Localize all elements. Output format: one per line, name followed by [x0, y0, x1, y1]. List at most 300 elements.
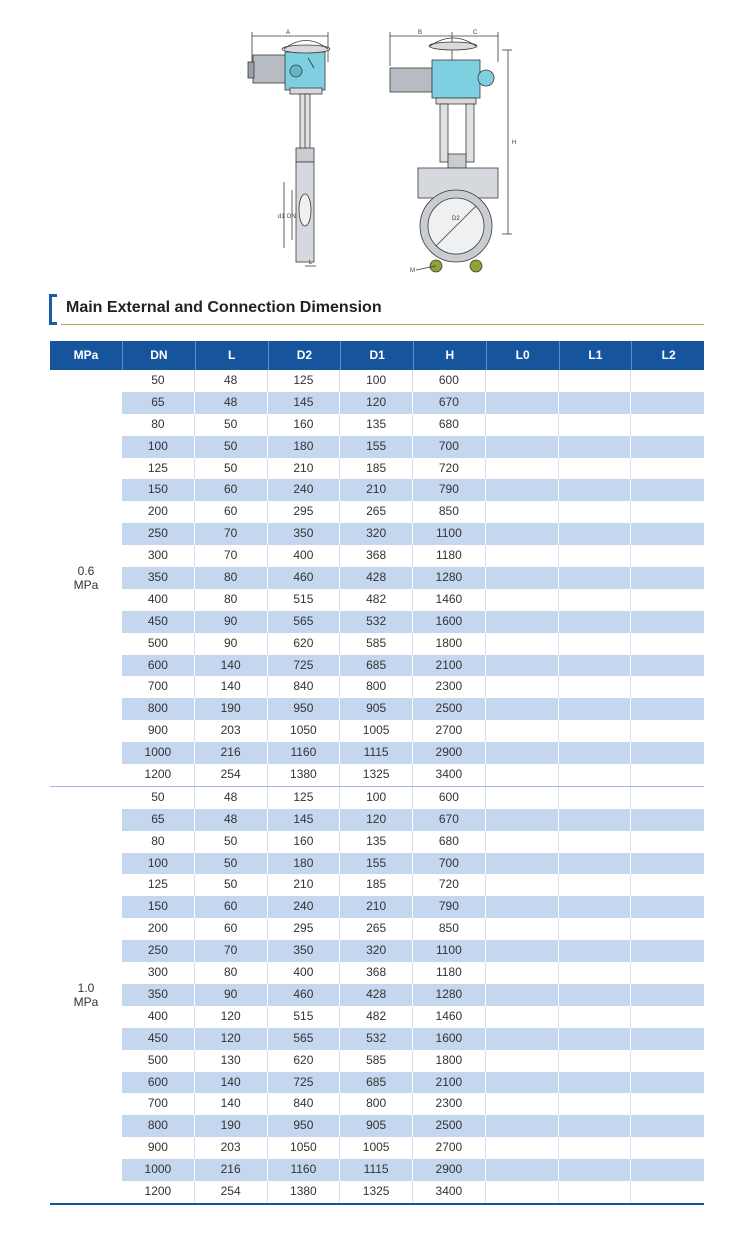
cell-d2: 400 [268, 962, 341, 984]
cell-dn: 400 [122, 589, 195, 611]
cell-dn: 1200 [122, 1181, 195, 1203]
cell-l0 [486, 742, 559, 764]
cell-l0 [486, 567, 559, 589]
cell-d2: 950 [268, 698, 341, 720]
cell-l2 [631, 1006, 704, 1028]
cell-h: 1100 [413, 523, 486, 545]
table-row [122, 853, 704, 875]
cell-d2: 160 [268, 831, 341, 853]
cell-dn: 400 [122, 1006, 195, 1028]
cell-dn: 1000 [122, 1159, 195, 1181]
cell-h: 2100 [413, 655, 486, 677]
cell-d1: 532 [340, 1028, 413, 1050]
table-row [122, 962, 704, 984]
cell-l2 [631, 940, 704, 962]
cell-l: 60 [195, 918, 268, 940]
valve-front-view [390, 32, 512, 272]
cell-l: 254 [195, 764, 268, 786]
cell-l2 [631, 676, 704, 698]
cell-l1 [559, 545, 632, 567]
pressure-cell [50, 787, 122, 1203]
cell-l0 [486, 545, 559, 567]
cell-l2 [631, 1028, 704, 1050]
table-row [122, 633, 704, 655]
table-row [122, 874, 704, 896]
header-l1: L1 [560, 341, 633, 370]
cell-l: 140 [195, 676, 268, 698]
cell-dn: 800 [122, 1115, 195, 1137]
cell-d1: 1115 [340, 1159, 413, 1181]
cell-l1 [559, 896, 632, 918]
cell-l1 [559, 1159, 632, 1181]
cell-d1: 428 [340, 567, 413, 589]
cell-l1 [559, 479, 632, 501]
cell-h: 790 [413, 896, 486, 918]
cell-l: 130 [195, 1050, 268, 1072]
cell-l1 [559, 787, 632, 809]
cell-h: 850 [413, 501, 486, 523]
cell-d2: 460 [268, 567, 341, 589]
cell-d2: 210 [268, 458, 341, 480]
pressure-group [50, 370, 704, 786]
cell-l0 [486, 1006, 559, 1028]
cell-l2 [631, 831, 704, 853]
cell-l: 70 [195, 523, 268, 545]
cell-l1 [559, 1050, 632, 1072]
header-dn: DN [123, 341, 196, 370]
cell-l: 216 [195, 1159, 268, 1181]
table-row [122, 436, 704, 458]
cell-l0 [486, 1137, 559, 1159]
cell-d1: 1005 [340, 720, 413, 742]
cell-h: 670 [413, 809, 486, 831]
cell-d2: 180 [268, 853, 341, 875]
cell-l: 190 [195, 698, 268, 720]
cell-d1: 532 [340, 611, 413, 633]
cell-l2 [631, 414, 704, 436]
header-d2: D2 [269, 341, 342, 370]
cell-l: 50 [195, 436, 268, 458]
cell-l: 140 [195, 1072, 268, 1094]
cell-l: 50 [195, 874, 268, 896]
cell-l2 [631, 501, 704, 523]
header-mpa: MPa [50, 341, 123, 370]
cell-l: 60 [195, 479, 268, 501]
cell-dn: 300 [122, 962, 195, 984]
cell-l2 [631, 458, 704, 480]
cell-l1 [559, 853, 632, 875]
cell-l0 [486, 720, 559, 742]
cell-dn: 250 [122, 940, 195, 962]
valve-technical-drawing [240, 22, 530, 280]
table-row [122, 1115, 704, 1137]
label-c: C [473, 30, 478, 36]
cell-l1 [559, 698, 632, 720]
cell-l0 [486, 874, 559, 896]
table-row [122, 698, 704, 720]
cell-d2: 840 [268, 676, 341, 698]
cell-d2: 1160 [268, 742, 341, 764]
cell-l0 [486, 918, 559, 940]
valve-side-view [248, 32, 330, 266]
cell-l1 [559, 501, 632, 523]
cell-l1 [559, 523, 632, 545]
cell-l0 [486, 523, 559, 545]
cell-dn: 50 [122, 787, 195, 809]
cell-d2: 400 [268, 545, 341, 567]
cell-dn: 300 [122, 545, 195, 567]
cell-l2 [631, 392, 704, 414]
cell-h: 2500 [413, 698, 486, 720]
cell-d2: 295 [268, 918, 341, 940]
cell-l2 [631, 918, 704, 940]
pressure-group [50, 787, 704, 1203]
cell-d1: 185 [340, 458, 413, 480]
cell-h: 1460 [413, 1006, 486, 1028]
cell-dn: 500 [122, 1050, 195, 1072]
cell-h: 2500 [413, 1115, 486, 1137]
cell-h: 2700 [413, 1137, 486, 1159]
cell-l1 [559, 436, 632, 458]
cell-d2: 145 [268, 809, 341, 831]
cell-d2: 620 [268, 633, 341, 655]
cell-l2 [631, 1115, 704, 1137]
cell-l1 [559, 392, 632, 414]
cell-l1 [559, 1137, 632, 1159]
cell-l: 70 [195, 940, 268, 962]
table-row [122, 1006, 704, 1028]
cell-d1: 368 [340, 962, 413, 984]
pressure-unit: MPa [73, 994, 99, 1009]
cell-h: 1600 [413, 611, 486, 633]
cell-h: 1600 [413, 1028, 486, 1050]
header-d1: D1 [341, 341, 414, 370]
cell-l2 [631, 1159, 704, 1181]
cell-l2 [631, 633, 704, 655]
cell-d2: 240 [268, 896, 341, 918]
cell-d1: 1325 [340, 1181, 413, 1203]
table-row [122, 414, 704, 436]
cell-h: 680 [413, 414, 486, 436]
cell-l1 [559, 742, 632, 764]
table-body [50, 370, 704, 1203]
cell-l1 [559, 633, 632, 655]
cell-h: 720 [413, 458, 486, 480]
cell-l2 [631, 787, 704, 809]
cell-l2 [631, 874, 704, 896]
cell-l2 [631, 962, 704, 984]
cell-l: 140 [195, 655, 268, 677]
cell-d2: 125 [268, 370, 341, 392]
cell-l0 [486, 501, 559, 523]
heading-bracket [49, 294, 57, 325]
cell-dn: 450 [122, 1028, 195, 1050]
cell-l: 190 [195, 1115, 268, 1137]
cell-h: 2900 [413, 742, 486, 764]
cell-l1 [559, 1006, 632, 1028]
cell-l0 [486, 1093, 559, 1115]
cell-d2: 515 [268, 589, 341, 611]
cell-h: 1800 [413, 1050, 486, 1072]
cell-l: 48 [195, 392, 268, 414]
table-row [122, 655, 704, 677]
cell-dn: 450 [122, 611, 195, 633]
cell-h: 790 [413, 479, 486, 501]
label-dn: DN [287, 214, 296, 220]
cell-h: 1800 [413, 633, 486, 655]
cell-d1: 120 [340, 809, 413, 831]
cell-l2 [631, 1093, 704, 1115]
cell-l: 216 [195, 742, 268, 764]
table-row [122, 809, 704, 831]
cell-dn: 200 [122, 501, 195, 523]
cell-dn: 600 [122, 655, 195, 677]
cell-dn: 125 [122, 458, 195, 480]
cell-dn: 500 [122, 633, 195, 655]
cell-d1: 185 [340, 874, 413, 896]
cell-l: 90 [195, 984, 268, 1006]
cell-l0 [486, 698, 559, 720]
table-row [122, 1050, 704, 1072]
cell-l1 [559, 831, 632, 853]
table-row [122, 1093, 704, 1115]
cell-d1: 1325 [340, 764, 413, 786]
cell-l2 [631, 370, 704, 392]
cell-d1: 135 [340, 831, 413, 853]
cell-l0 [486, 589, 559, 611]
cell-l: 203 [195, 1137, 268, 1159]
cell-d2: 145 [268, 392, 341, 414]
cell-h: 700 [413, 853, 486, 875]
cell-l1 [559, 655, 632, 677]
cell-d2: 240 [268, 479, 341, 501]
cell-h: 2700 [413, 720, 486, 742]
cell-l0 [486, 896, 559, 918]
label-d1: d1 [278, 214, 285, 220]
cell-h: 1460 [413, 589, 486, 611]
cell-l: 90 [195, 633, 268, 655]
cell-d2: 725 [268, 655, 341, 677]
cell-d2: 1380 [268, 764, 341, 786]
table-row [122, 1181, 704, 1203]
cell-l0 [486, 809, 559, 831]
cell-l2 [631, 589, 704, 611]
table-row [122, 896, 704, 918]
cell-l1 [559, 589, 632, 611]
cell-l2 [631, 1181, 704, 1203]
table-row [122, 764, 704, 786]
cell-dn: 900 [122, 1137, 195, 1159]
cell-d1: 368 [340, 545, 413, 567]
cell-d2: 1160 [268, 1159, 341, 1181]
cell-l2 [631, 698, 704, 720]
cell-l0 [486, 370, 559, 392]
cell-l1 [559, 940, 632, 962]
cell-d1: 1115 [340, 742, 413, 764]
cell-l: 90 [195, 611, 268, 633]
cell-d1: 1005 [340, 1137, 413, 1159]
section-title: Main External and Connection Dimension [66, 299, 382, 316]
label-b: B [418, 30, 423, 36]
table-row [122, 676, 704, 698]
cell-dn: 80 [122, 831, 195, 853]
cell-l2 [631, 742, 704, 764]
cell-d1: 210 [340, 896, 413, 918]
cell-h: 3400 [413, 1181, 486, 1203]
cell-dn: 800 [122, 698, 195, 720]
cell-l: 48 [195, 787, 268, 809]
table-row [122, 984, 704, 1006]
cell-dn: 50 [122, 370, 195, 392]
cell-l2 [631, 720, 704, 742]
cell-d2: 210 [268, 874, 341, 896]
cell-h: 3400 [413, 764, 486, 786]
cell-l2 [631, 436, 704, 458]
cell-d1: 265 [340, 918, 413, 940]
cell-d2: 295 [268, 501, 341, 523]
header-h: H [414, 341, 487, 370]
cell-l2 [631, 479, 704, 501]
cell-l1 [559, 1115, 632, 1137]
cell-d2: 350 [268, 523, 341, 545]
cell-l1 [559, 370, 632, 392]
cell-d1: 685 [340, 1072, 413, 1094]
cell-l0 [486, 787, 559, 809]
cell-l0 [486, 436, 559, 458]
cell-l2 [631, 611, 704, 633]
cell-dn: 600 [122, 1072, 195, 1094]
cell-l: 203 [195, 720, 268, 742]
cell-dn: 150 [122, 479, 195, 501]
cell-l: 140 [195, 1093, 268, 1115]
pressure-value: 0.6 [77, 563, 95, 578]
cell-l1 [559, 984, 632, 1006]
cell-l1 [559, 676, 632, 698]
cell-l2 [631, 984, 704, 1006]
cell-d2: 460 [268, 984, 341, 1006]
heading-rule [61, 324, 704, 325]
cell-l: 80 [195, 589, 268, 611]
header-l2: L2 [661, 348, 676, 362]
cell-d1: 120 [340, 392, 413, 414]
cell-h: 1280 [413, 984, 486, 1006]
cell-l0 [486, 611, 559, 633]
cell-l0 [486, 1181, 559, 1203]
cell-l2 [631, 896, 704, 918]
cell-dn: 100 [122, 436, 195, 458]
cell-d1: 428 [340, 984, 413, 1006]
cell-h: 1180 [413, 545, 486, 567]
cell-l: 60 [195, 896, 268, 918]
cell-dn: 100 [122, 853, 195, 875]
cell-h: 2900 [413, 1159, 486, 1181]
cell-l0 [486, 458, 559, 480]
table-header [50, 341, 704, 370]
cell-d1: 905 [340, 1115, 413, 1137]
cell-h: 2300 [413, 1093, 486, 1115]
cell-d2: 1050 [268, 1137, 341, 1159]
label-l: L [309, 260, 313, 266]
cell-d1: 210 [340, 479, 413, 501]
cell-l0 [486, 633, 559, 655]
cell-l0 [486, 655, 559, 677]
table-row [122, 1137, 704, 1159]
cell-l2 [631, 809, 704, 831]
cell-d2: 1380 [268, 1181, 341, 1203]
cell-l: 120 [195, 1006, 268, 1028]
cell-d1: 585 [340, 1050, 413, 1072]
cell-l1 [559, 1093, 632, 1115]
table-row [122, 831, 704, 853]
pressure-cell [50, 370, 122, 786]
cell-h: 1280 [413, 567, 486, 589]
cell-h: 850 [413, 918, 486, 940]
cell-h: 700 [413, 436, 486, 458]
cell-l0 [486, 1028, 559, 1050]
cell-l2 [631, 545, 704, 567]
cell-h: 2300 [413, 676, 486, 698]
cell-d1: 685 [340, 655, 413, 677]
cell-dn: 65 [122, 809, 195, 831]
label-m: M [410, 268, 415, 274]
table-row [122, 787, 704, 809]
cell-l1 [559, 918, 632, 940]
cell-l0 [486, 764, 559, 786]
table-row [122, 611, 704, 633]
cell-l: 50 [195, 831, 268, 853]
section-heading [49, 290, 704, 330]
cell-d2: 565 [268, 611, 341, 633]
cell-l0 [486, 676, 559, 698]
cell-d1: 482 [340, 1006, 413, 1028]
cell-d1: 482 [340, 589, 413, 611]
cell-h: 1100 [413, 940, 486, 962]
cell-l0 [486, 984, 559, 1006]
table-row [122, 1072, 704, 1094]
cell-l1 [559, 1072, 632, 1094]
cell-l1 [559, 720, 632, 742]
table-row [122, 1159, 704, 1181]
cell-d2: 840 [268, 1093, 341, 1115]
cell-d2: 725 [268, 1072, 341, 1094]
cell-l2 [631, 655, 704, 677]
pressure-unit: MPa [73, 577, 99, 592]
cell-l2 [631, 567, 704, 589]
cell-l1 [559, 962, 632, 984]
cell-d2: 950 [268, 1115, 341, 1137]
dimension-table [50, 341, 704, 1205]
cell-l0 [486, 831, 559, 853]
cell-dn: 1000 [122, 742, 195, 764]
table-row [122, 370, 704, 392]
cell-l1 [559, 458, 632, 480]
cell-h: 680 [413, 831, 486, 853]
cell-l0 [486, 1050, 559, 1072]
cell-l: 48 [195, 370, 268, 392]
cell-l2 [631, 1072, 704, 1094]
table-row [122, 501, 704, 523]
table-row [122, 940, 704, 962]
cell-dn: 80 [122, 414, 195, 436]
cell-h: 720 [413, 874, 486, 896]
table-row [122, 479, 704, 501]
cell-l1 [559, 764, 632, 786]
header-l: L [196, 341, 269, 370]
cell-d2: 515 [268, 1006, 341, 1028]
cell-d2: 125 [268, 787, 341, 809]
cell-d2: 350 [268, 940, 341, 962]
cell-l: 50 [195, 414, 268, 436]
